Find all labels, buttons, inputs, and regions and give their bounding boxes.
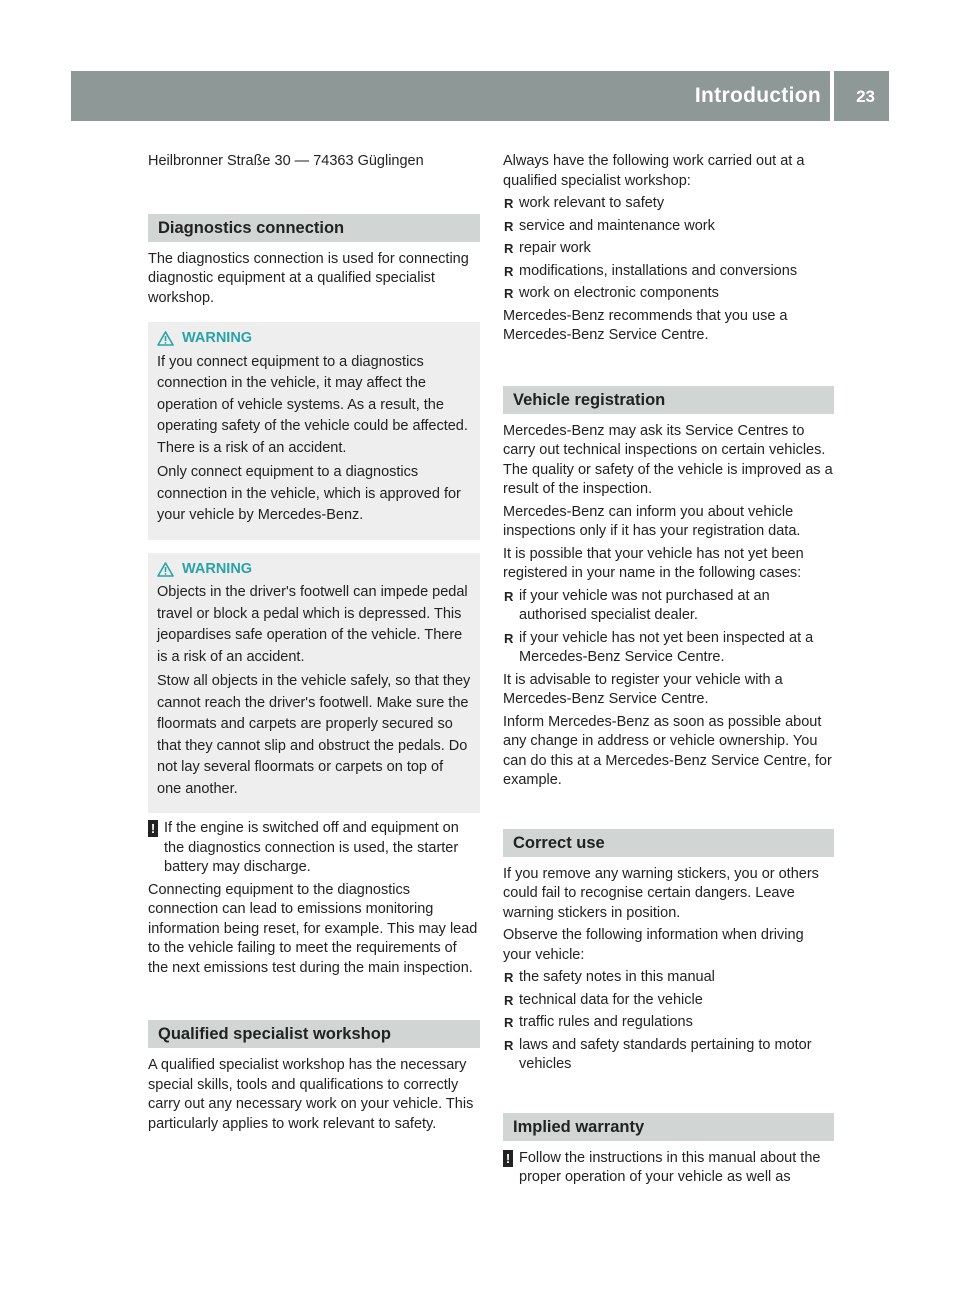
list-item: R modifications, installations and conversions [503, 262, 834, 282]
list-item: R the safety notes in this manual [503, 968, 834, 988]
correct-use-list [503, 968, 834, 1075]
note-text: Follow the instructions in this manual about the proper operation of your vehicle as well as [519, 1149, 821, 1185]
bullet-icon: R [504, 970, 514, 985]
warning-text: Objects in the driver's footwell can impede pedal travel or block a pedal which is depressed. This jeopardises safe operation of the vehicle. There is a risk of an accident. [157, 584, 468, 665]
registration-text-4: It is advisable to register your vehicle with a Mercedes-Benz Service Centre. [503, 671, 783, 707]
chapter-title: Introduction [694, 84, 821, 107]
list-item: R repair work [503, 239, 834, 259]
list-item: R traffic rules and regulations [503, 1013, 834, 1033]
warning-box-footwell [148, 553, 480, 814]
correct-use-text-1: If you remove any warning stickers, you or others could fail to recognise certain dangers. Leave warning stickers in position. [503, 865, 819, 921]
correct-use-text-2: Observe the following information when driving your vehicle: [503, 927, 804, 963]
section-heading-warranty: Implied warranty [503, 1113, 834, 1141]
bullet-icon: R [504, 286, 514, 301]
page-number: 23 [856, 87, 875, 106]
bullet-icon: R [504, 218, 514, 234]
diagnostics-text: The diagnostics connection is used for connecting diagnostic equipment at a qualified specialist workshop. [148, 250, 469, 306]
note-text: If the engine is switched off and equipment on the diagnostics connection is used, the starter battery may discharge. [164, 820, 459, 875]
warning-label: WARNING [182, 560, 253, 577]
list-item: R work relevant to safety [503, 194, 834, 214]
warning-triangle-icon [157, 331, 174, 346]
registration-text-5: Inform Mercedes-Benz as soon as possible about any change in address or vehicle ownership. You can do this at a Mercedes-Benz Service Centre, for example. [503, 713, 832, 788]
left-column [148, 152, 480, 1137]
exclamation-icon: ! [503, 1150, 513, 1167]
recommend-text: Mercedes-Benz recommends that you use a Mercedes-Benz Service Centre. [503, 307, 788, 343]
bullet-icon: R [504, 630, 514, 646]
header-divider [830, 71, 834, 121]
list-item: R if your vehicle has not yet been inspected at a Mercedes-Benz Service Centre. [504, 629, 814, 665]
warning-triangle-icon [157, 562, 174, 577]
warning-instruction: Only connect equipment to a diagnostics connection in the vehicle, which is approved for your vehicle by Mercedes-Benz. [157, 464, 461, 523]
work-list [503, 194, 834, 304]
list-item: R if your vehicle was not purchased at an authorised specialist dealer. [504, 587, 770, 623]
bullet-icon: R [504, 196, 514, 211]
warning-header [157, 559, 471, 581]
registration-text-2: Mercedes-Benz can inform you about vehicle inspections only if it has your registration data. [503, 503, 801, 539]
registration-text-1: Mercedes-Benz may ask its Service Centres to carry out technical inspections on certain vehicles. The quality or safety of the vehicle is improved as a result of the inspection. [503, 422, 833, 497]
note-battery [148, 819, 480, 878]
bullet-icon: R [504, 992, 514, 1008]
right-column [503, 152, 834, 1191]
list-item: R technical data for the vehicle [503, 991, 834, 1011]
warning-label: WARNING [182, 330, 253, 346]
list-item: R laws and safety standards pertaining to motor vehicles [504, 1036, 812, 1072]
warning-header [157, 328, 471, 350]
registration-text-3: It is possible that your vehicle has not yet been registered in your name in the following cases: [503, 545, 804, 581]
bullet-icon: R [504, 263, 514, 279]
warning-box-diagnostics [148, 322, 480, 540]
bullet-icon: R [504, 241, 514, 256]
bullet-icon: R [504, 1037, 514, 1053]
warning-instruction: Stow all objects in the vehicle safely, so that they cannot reach the driver's footwell. Make sure the floormats and carpets are properly secured so that they cannot slip and obstruct the pedals. Do not lay several floormats or carpets on top of one another. [157, 673, 471, 797]
section-heading-registration: Vehicle registration [503, 386, 834, 414]
note-warranty [503, 1149, 834, 1188]
workshop-intro: Always have the following work carried out at a qualified specialist workshop: [503, 153, 805, 189]
workshop-text: A qualified specialist workshop has the necessary special skills, tools and qualifications to correctly carry out any necessary work on your vehicle. This particularly applies to work relevant to safety. [148, 1057, 474, 1132]
address-line: Heilbronner Straße 30 — 74363 Güglingen [148, 153, 424, 169]
section-heading-diagnostics: Diagnostics connection [148, 214, 480, 242]
list-item: R service and maintenance work [503, 217, 834, 237]
bullet-icon: R [504, 588, 514, 604]
page-header [71, 71, 889, 121]
section-heading-workshop: Qualified specialist workshop [148, 1020, 480, 1048]
emissions-text: Connecting equipment to the diagnostics connection can lead to emissions monitoring information being reset, for example. This may lead to the vehicle failing to meet the requirements of the next emissions test during the main inspection. [148, 881, 478, 976]
bullet-icon: R [504, 1015, 514, 1030]
list-item: R work on electronic components [503, 284, 834, 304]
warning-text: If you connect equipment to a diagnostics connection in the vehicle, it may affect the operation of vehicle systems. As a result, the operating safety of the vehicle could be affected. There is a risk of an accident. [157, 353, 468, 456]
exclamation-icon: ! [148, 820, 158, 837]
section-heading-correct-use: Correct use [503, 829, 834, 857]
registration-list [503, 587, 834, 668]
